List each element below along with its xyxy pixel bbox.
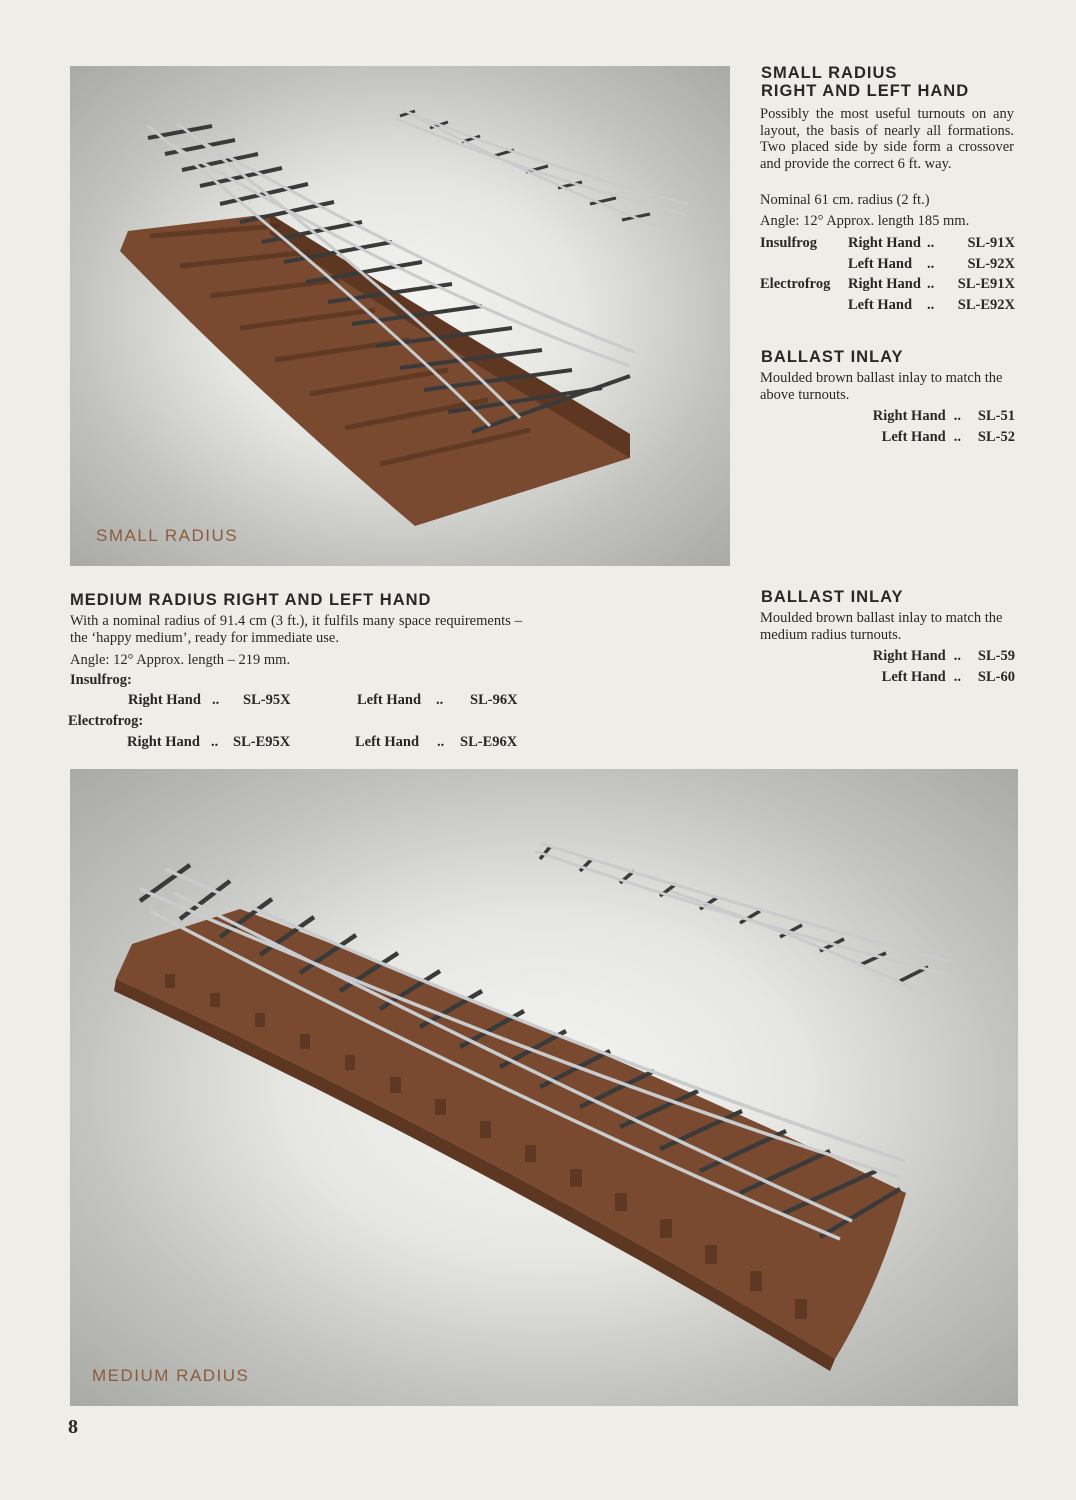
code-group: Insulfrog bbox=[760, 235, 817, 251]
medium-radius-turnout-illustration bbox=[70, 769, 1018, 1406]
code-number: SL-52 bbox=[977, 428, 1015, 445]
medium-insulfrog-left-hand: Left Hand bbox=[357, 692, 422, 708]
ballast-small-description: Moulded brown ballast inlay to match the above turnouts. bbox=[760, 370, 1003, 403]
small-radius-nominal: Nominal 61 cm. radius (2 ft.) bbox=[760, 192, 930, 208]
code-number: SL-51 bbox=[977, 408, 1015, 424]
code-dots: .. bbox=[953, 428, 961, 445]
small-radius-photo bbox=[70, 66, 730, 566]
code-group bbox=[760, 297, 848, 318]
code-hand: Right Hand bbox=[872, 408, 946, 424]
page-number: 8 bbox=[68, 1416, 78, 1438]
ballast-medium-code-table bbox=[868, 648, 1015, 689]
code-number: SL-E91X bbox=[957, 276, 1015, 292]
table-row bbox=[760, 276, 1015, 297]
medium-electrofrog-left-code: SL-E96X bbox=[460, 734, 518, 750]
code-dots: .. bbox=[927, 276, 935, 292]
medium-insulfrog-label: Insulfrog: bbox=[70, 672, 132, 688]
code-dots: .. bbox=[927, 296, 935, 313]
code-number: SL-60 bbox=[977, 668, 1015, 685]
code-dots: .. bbox=[927, 255, 935, 272]
medium-electrofrog-right-code: SL-E95X bbox=[233, 734, 291, 750]
table-row bbox=[868, 648, 1015, 669]
small-radius-photo-label: SMALL RADIUS bbox=[96, 526, 239, 545]
table-row bbox=[760, 297, 1015, 318]
code-dots: .. bbox=[953, 648, 961, 664]
medium-insulfrog-left-code: SL-96X bbox=[470, 692, 518, 708]
ballast-small-heading: BALLAST INLAY bbox=[761, 348, 904, 366]
code-dots: .. bbox=[953, 668, 961, 685]
medium-insulfrog-left-dots: .. bbox=[436, 692, 444, 708]
small-radius-heading-line2: RIGHT AND LEFT HAND bbox=[761, 82, 970, 100]
medium-electrofrog-left-hand: Left Hand bbox=[355, 734, 420, 750]
small-radius-turnout-illustration bbox=[70, 66, 730, 566]
table-row bbox=[868, 429, 1015, 450]
code-dots: .. bbox=[953, 408, 961, 424]
table-row bbox=[760, 235, 1015, 256]
code-number: SL-59 bbox=[977, 648, 1015, 664]
table-row bbox=[868, 408, 1015, 429]
medium-insulfrog-right-hand: Right Hand bbox=[128, 692, 201, 708]
medium-radius-description: With a nominal radius of 91.4 cm (3 ft.), it fulfils many space requirements – the ‘happy medium’, ready for immediate use. bbox=[70, 613, 522, 646]
medium-electrofrog-left-dots: .. bbox=[437, 734, 445, 750]
medium-electrofrog-label: Electrofrog: bbox=[68, 713, 144, 729]
small-radius-heading bbox=[761, 64, 1021, 100]
ballast-medium-description: Moulded brown ballast inlay to match the medium radius turnouts. bbox=[760, 610, 1003, 643]
medium-electrofrog-right-dots: .. bbox=[211, 734, 219, 750]
ballast-small-code-table bbox=[868, 408, 1015, 449]
medium-insulfrog-right-dots: .. bbox=[212, 692, 220, 708]
medium-insulfrog-right-code: SL-95X bbox=[243, 692, 291, 708]
medium-radius-photo-label: MEDIUM RADIUS bbox=[92, 1366, 250, 1385]
code-dots: .. bbox=[927, 235, 935, 251]
code-hand: Left Hand bbox=[881, 428, 946, 445]
code-hand: Right Hand bbox=[872, 648, 946, 664]
code-group bbox=[760, 256, 848, 277]
code-number: SL-91X bbox=[967, 235, 1015, 251]
ballast-medium-heading: BALLAST INLAY bbox=[761, 588, 904, 606]
small-radius-description: Possibly the most useful turnouts on any layout, the basis of nearly all formations. Two placed side by side form a crossover and provide the correct 6 ft. way. bbox=[760, 106, 1014, 172]
small-radius-code-table bbox=[760, 235, 1015, 317]
table-row bbox=[760, 256, 1015, 277]
code-hand: Right Hand bbox=[848, 235, 921, 251]
medium-radius-photo bbox=[70, 769, 1018, 1406]
medium-electrofrog-right-hand: Right Hand bbox=[127, 734, 200, 750]
code-number: SL-E92X bbox=[957, 296, 1015, 313]
code-hand: Left Hand bbox=[881, 668, 946, 685]
code-number: SL-92X bbox=[967, 255, 1015, 272]
code-hand: Right Hand bbox=[848, 276, 921, 292]
table-row bbox=[868, 669, 1015, 690]
small-radius-heading-line1: SMALL RADIUS bbox=[761, 64, 898, 82]
medium-radius-angle: Angle: 12° Approx. length – 219 mm. bbox=[70, 652, 291, 668]
code-group: Electrofrog bbox=[760, 276, 831, 292]
code-hand: Left Hand bbox=[848, 296, 913, 313]
code-hand: Left Hand bbox=[848, 255, 913, 272]
medium-radius-heading: MEDIUM RADIUS RIGHT AND LEFT HAND bbox=[70, 591, 432, 609]
small-radius-angle: Angle: 12° Approx. length 185 mm. bbox=[760, 213, 970, 229]
